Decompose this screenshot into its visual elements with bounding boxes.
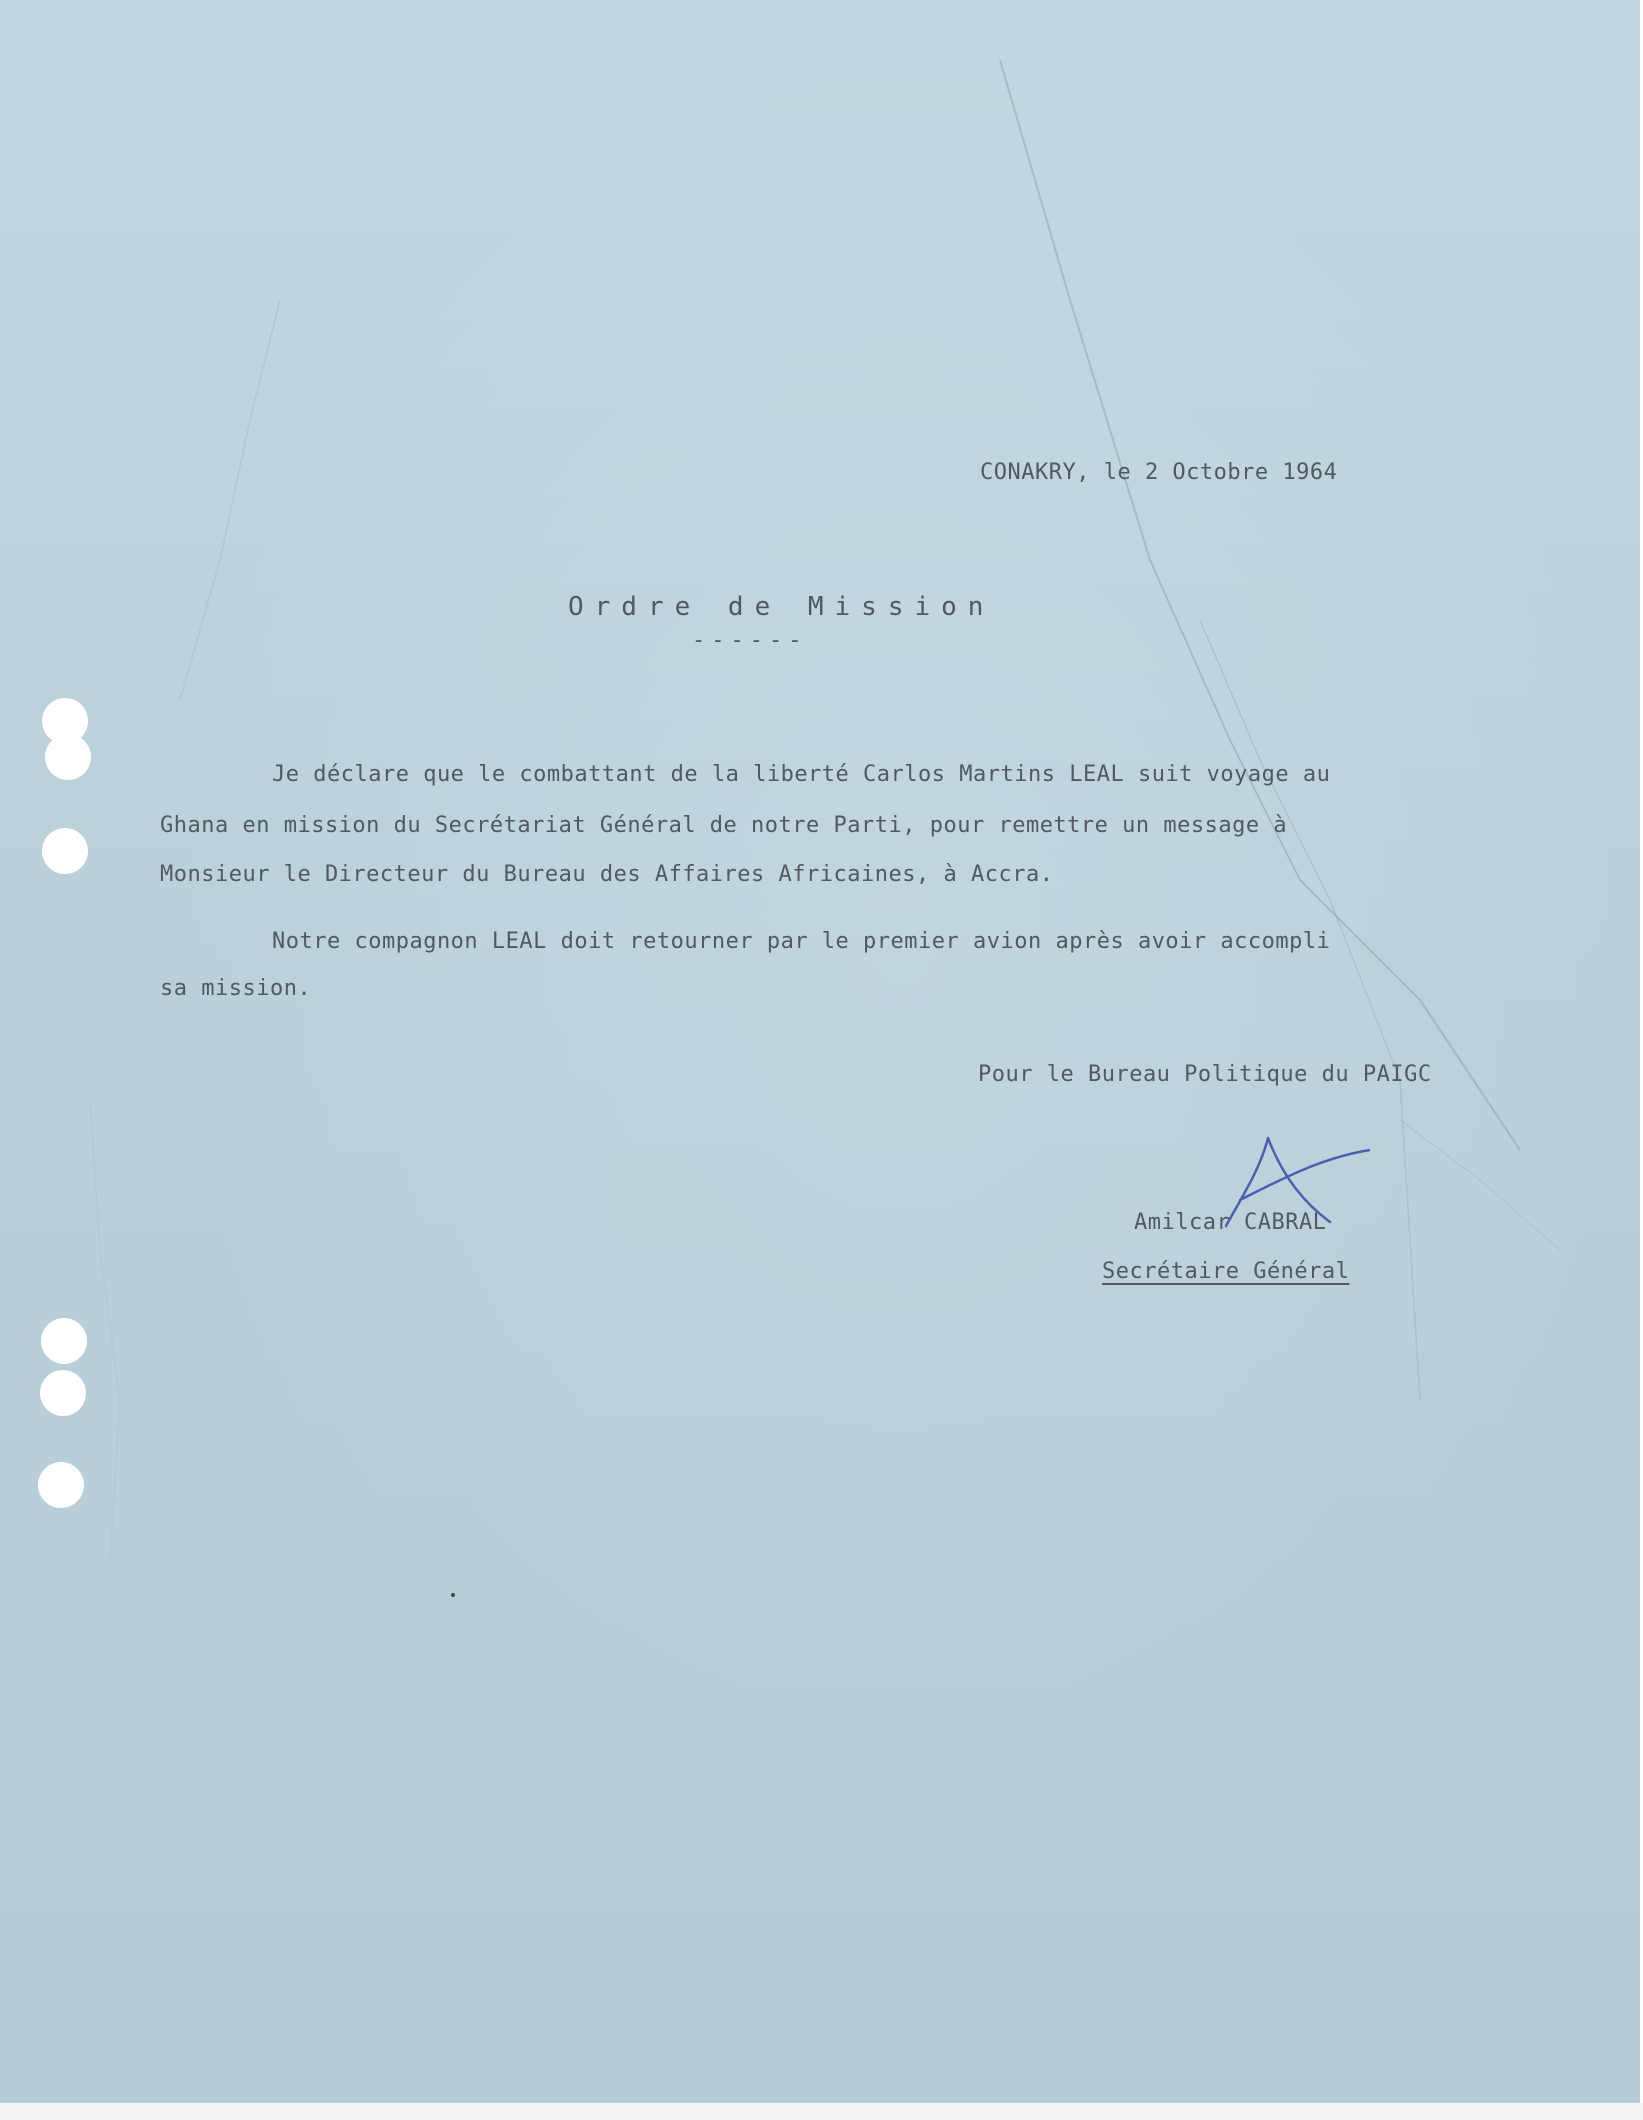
scan-border	[0, 2103, 1643, 2120]
paragraph-line: Je déclare que le combattant de la liberté Carlos Martins LEAL suit voyage au	[272, 762, 1331, 787]
closing-line: Pour le Bureau Politique du PAIGC	[978, 1062, 1432, 1087]
ink-speck	[451, 1593, 455, 1597]
punch-hole	[42, 828, 88, 874]
title-underline: ------	[692, 628, 808, 653]
signatory-title: Secrétaire Général	[1102, 1259, 1350, 1284]
punch-hole	[38, 1462, 84, 1508]
signatory-name: Amilcar CABRAL	[1134, 1210, 1327, 1235]
paragraph-line: Notre compagnon LEAL doit retourner par le premier avion après avoir accompli	[272, 929, 1331, 954]
date-line: CONAKRY, le 2 Octobre 1964	[980, 460, 1338, 485]
paragraph-line: sa mission.	[160, 976, 312, 1001]
punch-hole	[40, 1370, 86, 1416]
punch-hole	[45, 734, 91, 780]
paragraph-line: Ghana en mission du Secrétariat Général de notre Parti, pour remettre un message à	[160, 813, 1288, 838]
paragraph-line: Monsieur le Directeur du Bureau des Affaires Africaines, à Accra.	[160, 862, 1054, 887]
document-title: Ordre de Mission	[568, 592, 995, 622]
punch-hole	[41, 1318, 87, 1364]
